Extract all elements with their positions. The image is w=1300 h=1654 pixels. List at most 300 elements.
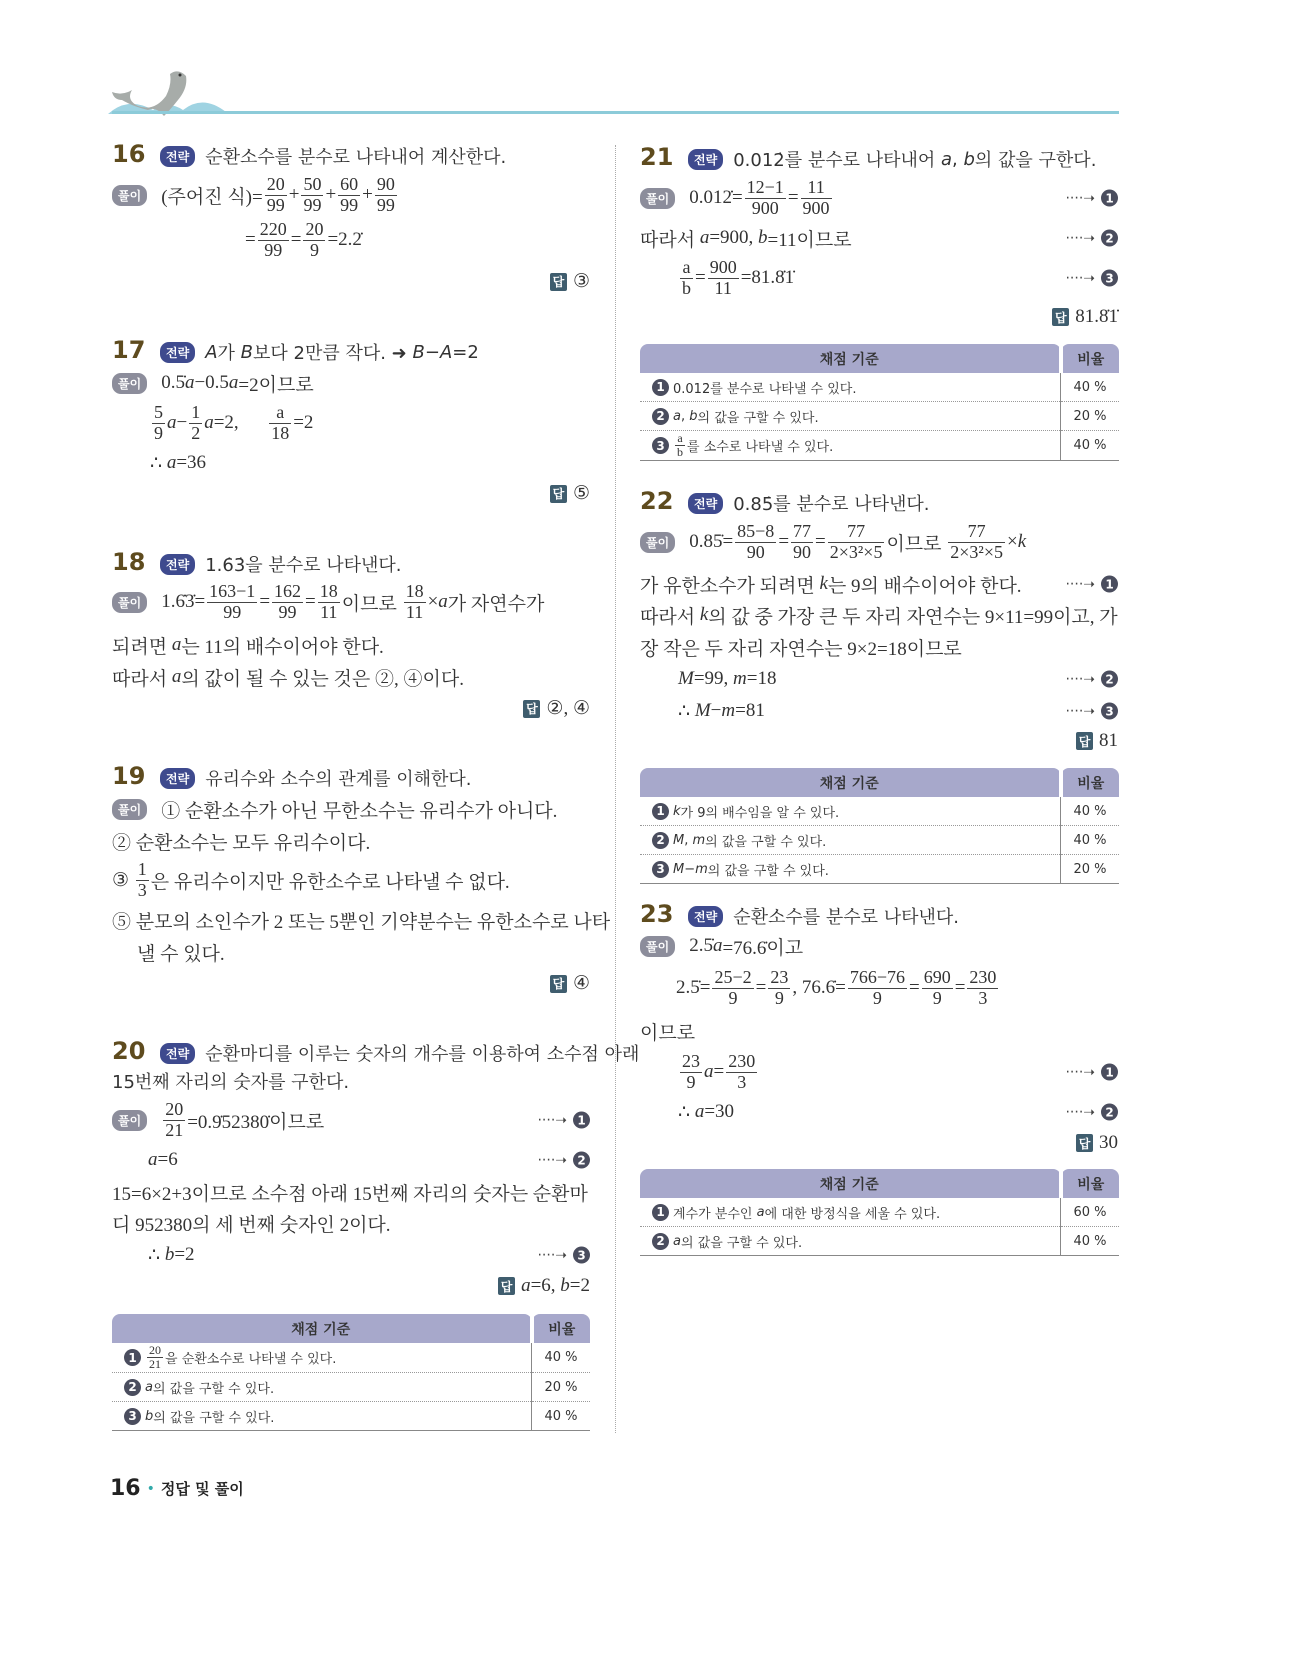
answer-icon: 답	[550, 273, 567, 291]
ratio-cell: 40 %	[1061, 1227, 1120, 1256]
strategy-tag: 전략	[160, 768, 195, 789]
text-segment: 15번째 자리의 숫자를 구한다.	[112, 1072, 350, 1093]
text-segment: 0.5̇	[161, 372, 185, 393]
math-variable: a	[756, 1204, 765, 1220]
answer	[550, 270, 590, 293]
fraction-numerator: 11	[801, 178, 832, 199]
fraction-numerator: 18	[405, 580, 424, 601]
text-segment: =	[755, 977, 767, 998]
text-segment: 가	[217, 343, 241, 364]
criteria-text	[652, 407, 1059, 426]
marker-arrow-icon: ····➝	[537, 1112, 567, 1128]
ratio-cell: 40 %	[532, 1343, 591, 1373]
text-segment: =	[787, 187, 799, 208]
text-segment: −	[176, 412, 188, 433]
text-segment: 1.6̇3̇을 분수로 나타낸다.	[205, 555, 402, 576]
solution-line	[112, 580, 590, 624]
answer-icon: 답	[550, 975, 567, 993]
fraction	[680, 258, 693, 299]
problem-number: 20	[112, 1037, 146, 1065]
text-segment: 2.5̇	[689, 935, 713, 956]
text-segment: 유리수와 소수의 관계를 이해한다.	[205, 769, 472, 790]
answer-value: ②, ④	[546, 698, 590, 719]
fraction-denominator: 90	[746, 541, 765, 562]
criteria-cell	[112, 1373, 532, 1402]
criteria-text	[124, 1344, 530, 1371]
text-segment: =	[290, 229, 302, 250]
step-number-icon: 1	[652, 803, 669, 820]
criteria-cell	[640, 1227, 1061, 1256]
text-line	[733, 490, 929, 516]
text-line	[148, 1233, 590, 1277]
math-variable: A	[439, 341, 453, 363]
text-segment: 디 952380의 세 번째 숫자인 2이다.	[112, 1214, 391, 1236]
fraction-numerator: 20	[165, 1098, 184, 1119]
step-marker	[537, 1152, 590, 1169]
table-header-row	[112, 1314, 590, 1343]
text-segment: =	[259, 591, 271, 612]
text-segment: ,	[952, 148, 964, 170]
text-segment: 계수가 분수인	[673, 1206, 757, 1222]
fraction-numerator: 77	[948, 522, 1005, 543]
text-segment: =	[305, 591, 316, 612]
criteria-cell	[640, 431, 1061, 461]
ratio-header: 비율	[1061, 1169, 1120, 1198]
table-row	[640, 1227, 1119, 1256]
table-row	[112, 1402, 590, 1431]
math-variable: a	[673, 1233, 681, 1249]
answer-value: 81.8̇1̇	[1075, 306, 1118, 327]
text-segment: =2.2̇	[327, 229, 362, 250]
text-segment: 이므로	[341, 593, 402, 615]
fraction	[801, 178, 832, 219]
fraction-denominator: 11	[714, 277, 732, 298]
answer-icon: 답	[1076, 732, 1093, 750]
fraction-numerator: 220	[259, 218, 287, 239]
step-marker	[1065, 190, 1118, 207]
math-variable: a	[228, 372, 239, 393]
criteria-text	[124, 1407, 530, 1426]
fraction-denominator: 9	[932, 987, 942, 1008]
text-line	[733, 146, 1096, 172]
solution-tag: 풀이	[112, 373, 147, 394]
solution-tag: 풀이	[640, 532, 675, 553]
text-segment: =2,	[213, 412, 268, 433]
text-segment: =11이므로	[767, 229, 852, 251]
table-row	[112, 1343, 590, 1373]
step-number-icon: 2	[652, 408, 669, 425]
table-row	[640, 797, 1119, 826]
page-footer	[110, 1476, 244, 1501]
fraction	[375, 175, 397, 216]
strategy-header	[160, 1040, 639, 1066]
text-segment: =	[778, 531, 790, 552]
text-segment: =2	[293, 412, 314, 433]
fraction-denominator: 2×3²×5	[950, 541, 1003, 562]
solution-line	[640, 924, 1118, 968]
fraction	[735, 522, 776, 563]
answer-value: 30	[1099, 1132, 1118, 1153]
grading-criteria-table	[640, 768, 1119, 884]
text-segment: ② 순환소수는 모두 유리수이다.	[112, 832, 371, 854]
answer-value: ⑤	[572, 483, 590, 504]
table-header-row	[640, 344, 1119, 373]
text-line	[150, 401, 590, 445]
fraction-numerator: 23	[770, 966, 789, 987]
table-row	[640, 826, 1119, 855]
text-segment: ⑤ 분모의 소인수가 2 또는 5뿐인 기약분수는 유한소수로 나타	[112, 911, 611, 933]
fraction-denominator: 9	[728, 987, 738, 1008]
text-segment: +	[325, 184, 337, 205]
marker-arrow-icon: ····➝	[1065, 190, 1095, 206]
solution-line	[640, 520, 1118, 564]
text-line	[205, 1040, 639, 1066]
answer-icon: 답	[550, 485, 567, 503]
text-segment: 의 값을 구할 수 있다.	[697, 410, 819, 426]
text-segment: =	[245, 229, 256, 250]
strategy-tag: 전략	[688, 906, 723, 927]
fraction	[272, 582, 303, 623]
math-variable: b	[963, 148, 975, 170]
answer	[1076, 1132, 1118, 1154]
fraction-denominator: 99	[303, 194, 322, 215]
step-number-icon: 2	[573, 1152, 590, 1169]
marker-arrow-icon: ····➝	[1065, 671, 1095, 687]
criteria-text	[652, 378, 1059, 397]
step-number-icon: 2	[652, 832, 669, 849]
text-segment: 낼 수 있다.	[137, 943, 225, 965]
fraction	[189, 403, 202, 444]
step-number-icon: 1	[124, 1349, 141, 1366]
text-segment: =	[908, 977, 920, 998]
math-variable: b	[145, 1408, 154, 1424]
fraction	[152, 403, 165, 444]
marker-arrow-icon: ····➝	[1065, 576, 1095, 592]
marker-arrow-icon: ····➝	[537, 1152, 567, 1168]
text-segment: =30	[704, 1101, 735, 1122]
text-segment: =99,	[693, 668, 734, 689]
text-segment: =	[815, 531, 826, 552]
strategy-tag: 전략	[688, 493, 723, 514]
text-segment: 되려면	[112, 636, 172, 658]
math-variable: k	[699, 604, 709, 625]
text-line	[112, 819, 590, 863]
fraction-denominator: b	[682, 277, 691, 298]
problem-number: 19	[112, 762, 146, 790]
fraction	[258, 220, 289, 261]
criteria-cell	[640, 826, 1061, 855]
fraction-denominator: 11	[320, 601, 338, 622]
problem-number: 21	[640, 143, 674, 171]
marker-arrow-icon: ····➝	[537, 1247, 567, 1263]
strategy-tag: 전략	[160, 146, 195, 167]
step-number-icon: 1	[1101, 190, 1118, 207]
fraction-numerator: 1	[191, 401, 201, 422]
step-number-icon: 3	[1101, 270, 1118, 287]
table-row	[640, 402, 1119, 431]
text-segment: =2이므로	[238, 374, 314, 396]
fraction-denominator: 3	[137, 879, 147, 900]
step-number-icon: 1	[1101, 576, 1118, 593]
criteria-cell	[640, 402, 1061, 431]
text-segment: 따라서	[112, 668, 172, 690]
fraction-numerator: 25−2	[714, 966, 752, 987]
text-line	[678, 1050, 1118, 1094]
fraction-denominator: 99	[264, 239, 283, 260]
text-segment: 가 유한소수가 되려면	[640, 575, 820, 597]
math-variable: a	[673, 408, 681, 424]
fraction-denominator: 11	[405, 601, 424, 622]
text-segment: 장 작은 두 자리 자연수는 9×2=18이므로	[640, 638, 962, 660]
fraction-denominator: 3	[737, 1071, 747, 1092]
text-line	[245, 218, 590, 262]
text-line	[205, 551, 401, 577]
fraction-denominator: 3	[978, 987, 988, 1008]
strategy-header	[160, 551, 402, 577]
text-segment: , 76.6̇=	[792, 977, 846, 998]
criteria-text	[124, 1378, 530, 1397]
criteria-text	[652, 432, 1059, 459]
text-segment: ×	[427, 591, 439, 612]
text-segment: =2	[452, 341, 479, 363]
step-number-icon: 3	[652, 861, 669, 878]
text-line	[678, 1090, 1118, 1134]
criteria-header: 채점 기준	[640, 1169, 1061, 1198]
text-segment: 15=6×2+3이므로 소수점 아래 15번째 자리의 숫자는 순환마	[112, 1183, 588, 1205]
math-variable: a	[145, 1379, 153, 1395]
solution-tag: 풀이	[640, 936, 675, 957]
fraction	[848, 968, 907, 1009]
fraction-denominator: 90	[793, 541, 812, 562]
math-variable: m	[692, 832, 706, 848]
text-segment: −	[710, 700, 722, 721]
fraction-numerator: 230	[728, 1050, 756, 1071]
criteria-cell	[640, 797, 1061, 826]
math-variable: k	[819, 573, 828, 594]
text-segment: 이므로	[886, 533, 947, 555]
text-segment: ×	[1006, 531, 1018, 552]
fraction	[265, 175, 287, 216]
text-segment: =18	[746, 668, 777, 689]
text-line	[678, 689, 1118, 733]
criteria-cell	[112, 1402, 532, 1431]
solution-tag: 풀이	[112, 799, 147, 820]
solution-line	[112, 1098, 590, 1142]
fraction-numerator: a	[269, 403, 291, 424]
text-segment: −	[684, 861, 696, 877]
step-marker	[1065, 703, 1118, 720]
fraction-numerator: 163−1	[209, 580, 256, 601]
problem-number: 18	[112, 548, 146, 576]
text-segment: 의 값을 구한다.	[974, 150, 1097, 171]
ratio-cell: 40 %	[1061, 373, 1120, 402]
grading-criteria-table	[640, 344, 1119, 461]
strategy-tag: 전략	[688, 149, 723, 170]
problem-number: 23	[640, 900, 674, 928]
text-segment: 의 값을 구할 수 있다.	[153, 1410, 275, 1426]
table-row	[640, 373, 1119, 402]
fraction	[147, 1344, 163, 1371]
text-segment: 의 값을 구할 수 있다.	[707, 863, 829, 879]
criteria-text	[652, 860, 1059, 879]
fraction-denominator: 2	[191, 422, 201, 443]
text-segment: +	[288, 184, 300, 205]
fraction-denominator: b	[677, 445, 683, 460]
math-variable: a	[941, 148, 953, 170]
fraction-numerator: 766−76	[849, 966, 905, 987]
math-variable: a	[184, 372, 195, 393]
math-variable: a	[699, 227, 710, 248]
text-segment: 이므로	[640, 1022, 696, 1044]
math-variable: k	[1017, 531, 1027, 552]
step-number-icon: 2	[1101, 230, 1118, 247]
step-number-icon: 3	[652, 437, 669, 454]
fraction-denominator: 9	[774, 987, 784, 1008]
math-variable: M	[678, 668, 694, 689]
text-segment: =81	[735, 700, 765, 721]
text-segment: ∴	[678, 1101, 695, 1123]
fraction-denominator: 21	[149, 1357, 161, 1372]
strategy-header	[688, 490, 930, 516]
step-number-icon: 3	[1101, 703, 1118, 720]
fraction-denominator: 9	[309, 239, 319, 260]
table-row	[112, 1373, 590, 1402]
text-segment: −	[424, 341, 440, 363]
step-marker	[1065, 671, 1118, 688]
math-variable: a	[167, 412, 177, 433]
fraction	[404, 582, 426, 623]
fraction-numerator: 77	[828, 522, 885, 543]
strategy-header	[160, 143, 506, 169]
marker-arrow-icon: ····➝	[1065, 1064, 1095, 1080]
grading-criteria-table	[112, 1314, 590, 1431]
answer	[1052, 306, 1118, 328]
fraction-numerator: 20	[305, 218, 324, 239]
text-segment: =2	[174, 1244, 195, 1265]
text-segment: 을 순환소수로 나타낼 수 있다.	[165, 1352, 337, 1368]
step-marker	[1065, 270, 1118, 287]
fraction-numerator: 60	[340, 173, 359, 194]
step-marker	[1065, 230, 1118, 247]
math-variable: b	[164, 1244, 175, 1265]
text-line	[676, 966, 1118, 1010]
strategy-header	[688, 146, 1096, 172]
ratio-cell: 40 %	[532, 1402, 591, 1431]
math-variable: a	[704, 1061, 714, 1082]
math-variable: A	[205, 341, 218, 363]
fraction-numerator: 900	[709, 256, 737, 277]
text-line	[150, 441, 590, 485]
step-marker	[537, 1112, 590, 1129]
fraction	[675, 432, 685, 459]
answer-value: ④	[572, 973, 590, 994]
fraction-numerator: 90	[376, 173, 395, 194]
fraction	[745, 178, 786, 219]
fraction	[967, 968, 998, 1009]
ratio-cell: 20 %	[532, 1373, 591, 1402]
text-segment: 를 소수로 나타낼 수 있다.	[687, 440, 834, 456]
fraction	[301, 175, 323, 216]
text-segment: =	[713, 1061, 725, 1082]
page-number: 16	[110, 1476, 141, 1501]
header-rule	[112, 111, 1119, 114]
fraction-denominator: 18	[271, 422, 290, 443]
text-segment: 가 자연수가	[447, 593, 545, 615]
fraction	[207, 582, 257, 623]
fraction	[922, 968, 953, 1009]
text-line	[112, 858, 590, 902]
fraction-denominator: 9	[154, 422, 163, 443]
fraction-numerator: 690	[923, 966, 951, 987]
problem-number: 16	[112, 140, 146, 168]
text-line	[521, 1275, 590, 1297]
text-segment: =900,	[709, 227, 759, 248]
step-number-icon: 3	[573, 1247, 590, 1264]
answer-icon: 답	[498, 1277, 515, 1295]
math-variable: a	[171, 666, 182, 687]
ratio-cell: 20 %	[1061, 855, 1120, 884]
strategy-tag: 전략	[160, 554, 195, 575]
math-variable: a	[694, 1101, 705, 1122]
fraction-numerator: 20	[266, 173, 285, 194]
fraction-numerator: 18	[319, 580, 338, 601]
fraction-denominator: 9	[872, 987, 882, 1008]
fraction-numerator: 1	[137, 858, 147, 879]
text-segment: +	[362, 184, 373, 205]
math-variable: a	[171, 634, 182, 655]
text-segment: ∴	[678, 700, 695, 722]
math-variable: a	[148, 1149, 158, 1170]
strategy-header-continued	[112, 1068, 349, 1094]
marker-arrow-icon: ····➝	[1065, 270, 1095, 286]
math-variable: a	[712, 935, 723, 956]
math-variable: B	[240, 341, 253, 363]
text-segment: 따라서	[640, 229, 700, 251]
math-variable: M	[673, 861, 685, 877]
text-segment: 는 9의 배수이어야 한다.	[827, 575, 1022, 597]
fraction	[318, 582, 340, 623]
table-row	[640, 431, 1119, 461]
text-segment: 가 9의 배수임을 알 수 있다.	[680, 805, 840, 821]
strategy-tag: 전략	[160, 342, 195, 363]
fraction-denominator: 99	[266, 194, 285, 215]
text-segment: 은 유리수이지만 유한소수로 나타낼 수 없다.	[150, 871, 510, 893]
ratio-header: 비율	[1061, 344, 1120, 373]
table-header-row	[640, 1169, 1119, 1198]
solution-tag: 풀이	[112, 1110, 147, 1131]
answer-icon: 답	[1052, 308, 1069, 326]
step-number-icon: 2	[1101, 671, 1118, 688]
text-segment: 0.85̇를 분수로 나타낸다.	[733, 494, 930, 515]
text-segment: 의 값을 구할 수 있다.	[680, 1235, 803, 1251]
strategy-tag: 전략	[160, 1043, 195, 1064]
text-segment: 0.012̇를 분수로 나타낼 수 있다.	[673, 381, 857, 397]
text-segment: =6	[157, 1149, 178, 1170]
math-variable: k	[673, 803, 681, 819]
fraction-denominator: 2×3²×5	[829, 541, 883, 562]
criteria-cell	[640, 1198, 1061, 1227]
step-marker	[1065, 1064, 1118, 1081]
solution-line	[640, 176, 1118, 220]
answer-icon: 답	[1076, 1134, 1093, 1152]
step-number-icon: 3	[124, 1408, 141, 1425]
text-segment: 0.012̇를 분수로 나타내어	[733, 150, 941, 171]
text-segment: 0.85̇=	[689, 531, 734, 552]
math-variable: a	[438, 591, 448, 612]
math-variable: b	[689, 408, 698, 424]
text-segment: ③	[112, 869, 134, 891]
fraction	[768, 968, 790, 1009]
